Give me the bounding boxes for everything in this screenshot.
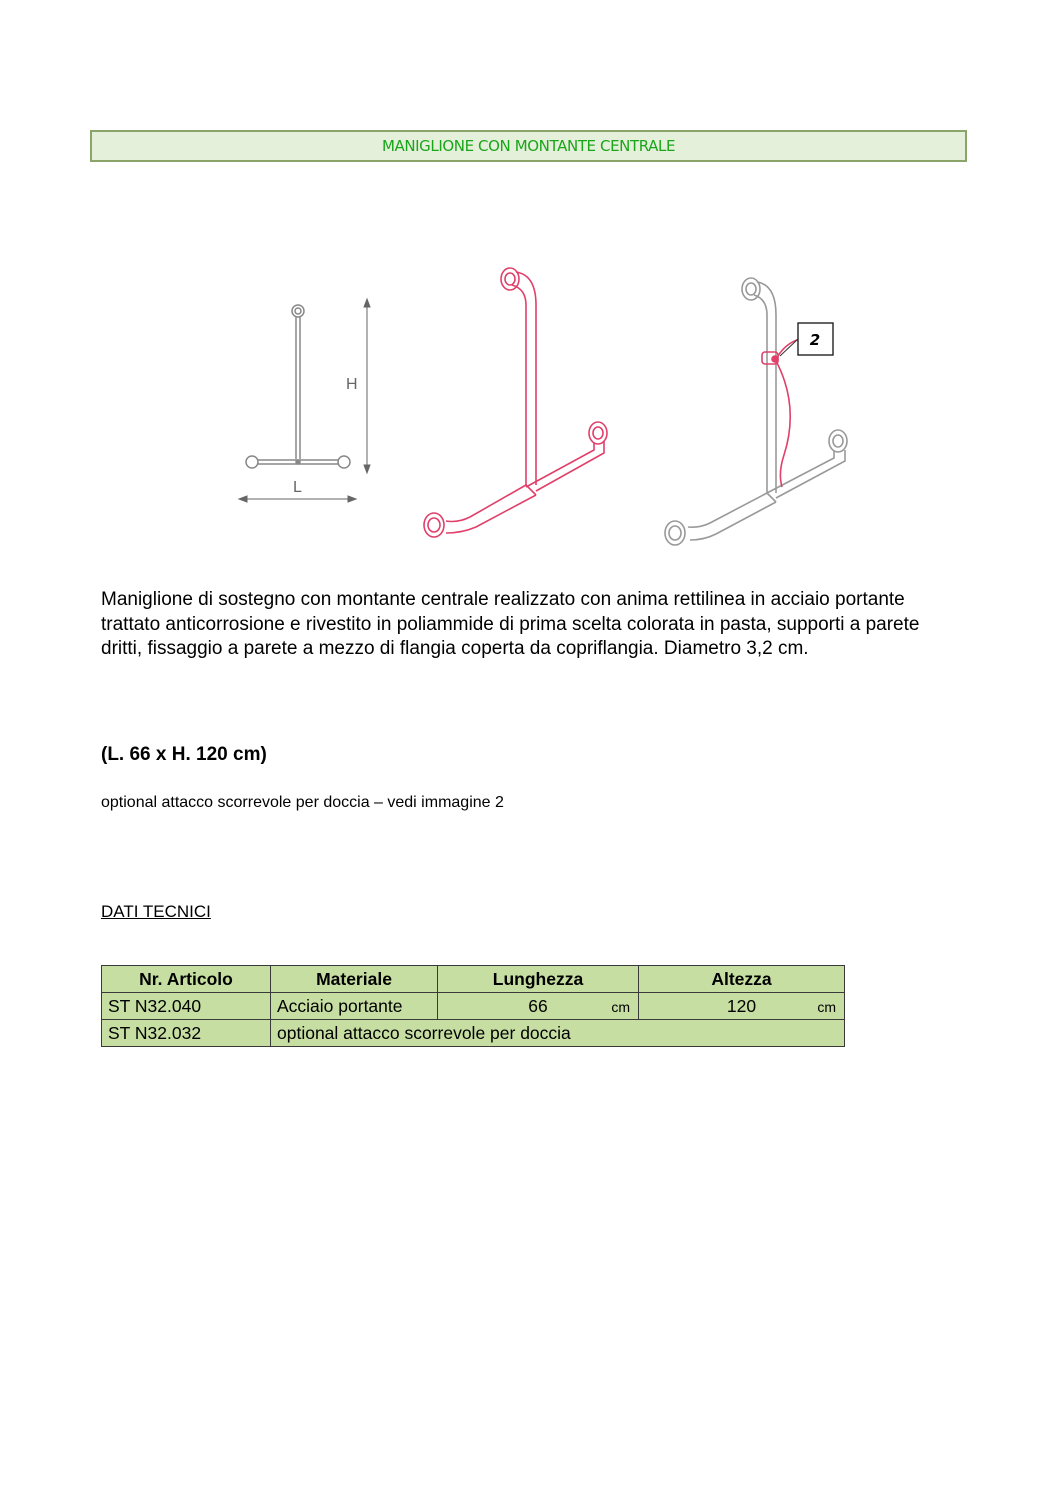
product-dimensions: (L. 66 x H. 120 cm) [101, 744, 267, 765]
table-header-row [102, 966, 845, 993]
grab-bar-with-shower [665, 278, 847, 545]
cell-height [639, 993, 845, 1020]
cell-length [438, 993, 639, 1020]
page-title: MANIGLIONE CON MONTANTE CENTRALE [381, 137, 676, 155]
header-height: Altezza [639, 966, 845, 993]
cell-article: ST N32.040 [102, 993, 271, 1020]
title-box [90, 130, 967, 162]
length-value: 66 [528, 995, 548, 1016]
product-description: Maniglione di sostegno con montante centrale realizzato con anima rettilinea in acciaio portante trattato anticorrosione e rivestito in poliammide di prima scelta colorata in pasta, supporti a parete dritti, fissaggio a parete a mezzo di flangia coperta da copriflangia. Diametro 3,2 cm. [101, 589, 920, 659]
header-material: Materiale [271, 966, 438, 993]
optional-note: optional attacco scorrevole per doccia – vedi immagine 2 [101, 794, 504, 811]
header-length: Lunghezza [438, 966, 639, 993]
height-value: 120 [726, 995, 757, 1016]
cell-material-span: optional attacco scorrevole per doccia [271, 1020, 845, 1047]
dimension-lines [239, 299, 370, 502]
height-unit: cm [817, 999, 836, 1015]
cell-material: Acciaio portante [271, 993, 438, 1020]
callout-leader [780, 339, 798, 356]
grab-bar-highlight [424, 268, 607, 537]
cell-article: ST N32.032 [102, 1020, 271, 1047]
height-label: H [346, 376, 358, 393]
table-row [102, 993, 845, 1020]
product-figures [0, 255, 1058, 555]
tech-heading: DATI TECNICI [101, 902, 211, 921]
length-unit: cm [611, 999, 630, 1015]
length-label: L [293, 479, 302, 496]
table-row [102, 1020, 845, 1047]
header-article: Nr. Articolo [102, 966, 271, 993]
dimension-drawing [246, 305, 350, 468]
callout-number: 2 [809, 331, 821, 349]
specs-table [101, 965, 845, 1047]
